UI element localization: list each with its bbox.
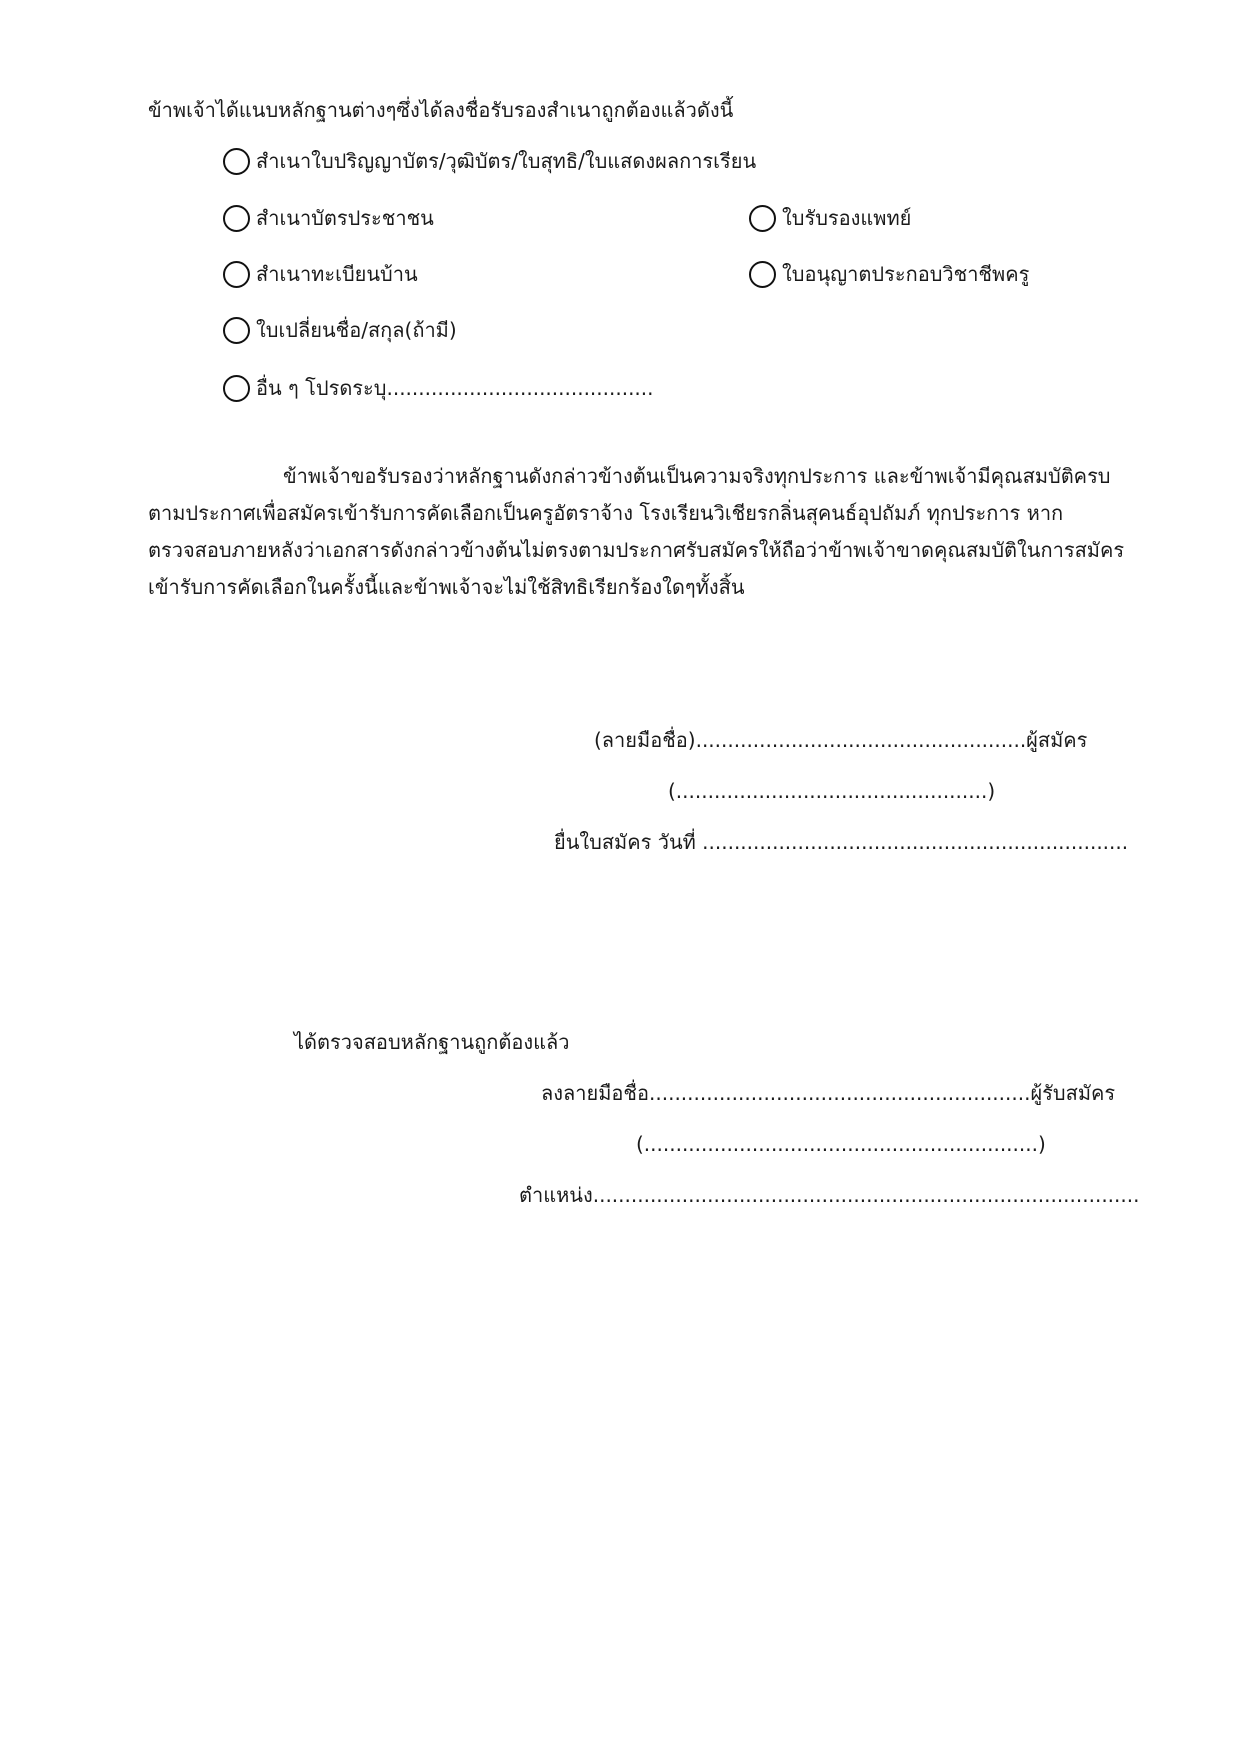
radio-circle-icon[interactable] bbox=[749, 261, 776, 288]
certification-line: ตรวจสอบภายหลังว่าเอกสารดังกล่าวข้างต้นไม่ตรงตามประกาศรับสมัครให้ถือว่าข้าพเจ้าขาดคุณสมบัติในการสมัคร bbox=[148, 538, 1125, 562]
radio-circle-icon[interactable] bbox=[749, 205, 776, 232]
application-date-line[interactable]: ยื่นใบสมัคร วันที่ ................................................................... bbox=[554, 830, 1129, 854]
option-label: อื่น ๆ โปรดระบุ.......................................... bbox=[256, 376, 654, 400]
option-house-registration-copy[interactable] bbox=[223, 258, 418, 290]
option-id-card-copy[interactable] bbox=[223, 202, 434, 234]
option-label: สำเนาใบปริญญาบัตร/วุฒิบัตร/ใบสุทธิ/ใบแสดงผลการเรียน bbox=[256, 149, 757, 173]
option-other[interactable] bbox=[223, 372, 654, 404]
option-label: ใบอนุญาตประกอบวิชาชีพครู bbox=[782, 262, 1030, 286]
radio-circle-icon[interactable] bbox=[223, 261, 250, 288]
radio-circle-icon[interactable] bbox=[223, 317, 250, 344]
verifier-name-line[interactable]: (..............................................................) bbox=[636, 1132, 1046, 1156]
option-name-change[interactable] bbox=[223, 314, 457, 346]
radio-circle-icon[interactable] bbox=[223, 148, 250, 175]
option-teaching-license[interactable] bbox=[749, 258, 1029, 290]
radio-circle-icon[interactable] bbox=[223, 375, 250, 402]
certification-line: ข้าพเจ้าขอรับรองว่าหลักฐานดังกล่าวข้างต้นเป็นความจริงทุกประการ และข้าพเจ้ามีคุณสมบัติครบ bbox=[283, 464, 1111, 488]
verifier-position-line[interactable]: ตำแหน่ง...................................................................................... bbox=[519, 1183, 1140, 1207]
applicant-signature-line[interactable]: (ลายมือชื่อ)....................................................ผู้สมัคร bbox=[594, 728, 1088, 752]
option-label: ใบรับรองแพทย์ bbox=[782, 206, 912, 230]
applicant-name-line[interactable]: (.................................................) bbox=[668, 779, 996, 803]
option-label: สำเนาทะเบียนบ้าน bbox=[256, 262, 418, 286]
option-label: สำเนาบัตรประชาชน bbox=[256, 206, 434, 230]
verifier-heading: ได้ตรวจสอบหลักฐานถูกต้องแล้ว bbox=[294, 1030, 570, 1054]
radio-circle-icon[interactable] bbox=[223, 205, 250, 232]
verifier-signature-line[interactable]: ลงลายมือชื่อ............................................................ผู้รับสมัคร bbox=[541, 1081, 1116, 1105]
option-degree-copy[interactable] bbox=[223, 145, 756, 177]
certification-paragraph bbox=[148, 458, 1131, 606]
certification-line: ตามประกาศเพื่อสมัครเข้ารับการคัดเลือกเป็นครูอัตราจ้าง โรงเรียนวิเชียรกลิ่นสุคนธ์อุปถัมภ์ ทุกประการ หาก bbox=[148, 501, 1064, 525]
option-medical-certificate[interactable] bbox=[749, 202, 911, 234]
option-label: ใบเปลี่ยนชื่อ/สกุล(ถ้ามี) bbox=[256, 318, 457, 342]
intro-text: ข้าพเจ้าได้แนบหลักฐานต่างๆซึ่งได้ลงชื่อรับรองสำเนาถูกต้องแล้วดังนี้ bbox=[148, 98, 734, 122]
certification-line: เข้ารับการคัดเลือกในครั้งนี้และข้าพเจ้าจะไม่ใช้สิทธิเรียกร้องใดๆทั้งสิ้น bbox=[148, 575, 745, 599]
